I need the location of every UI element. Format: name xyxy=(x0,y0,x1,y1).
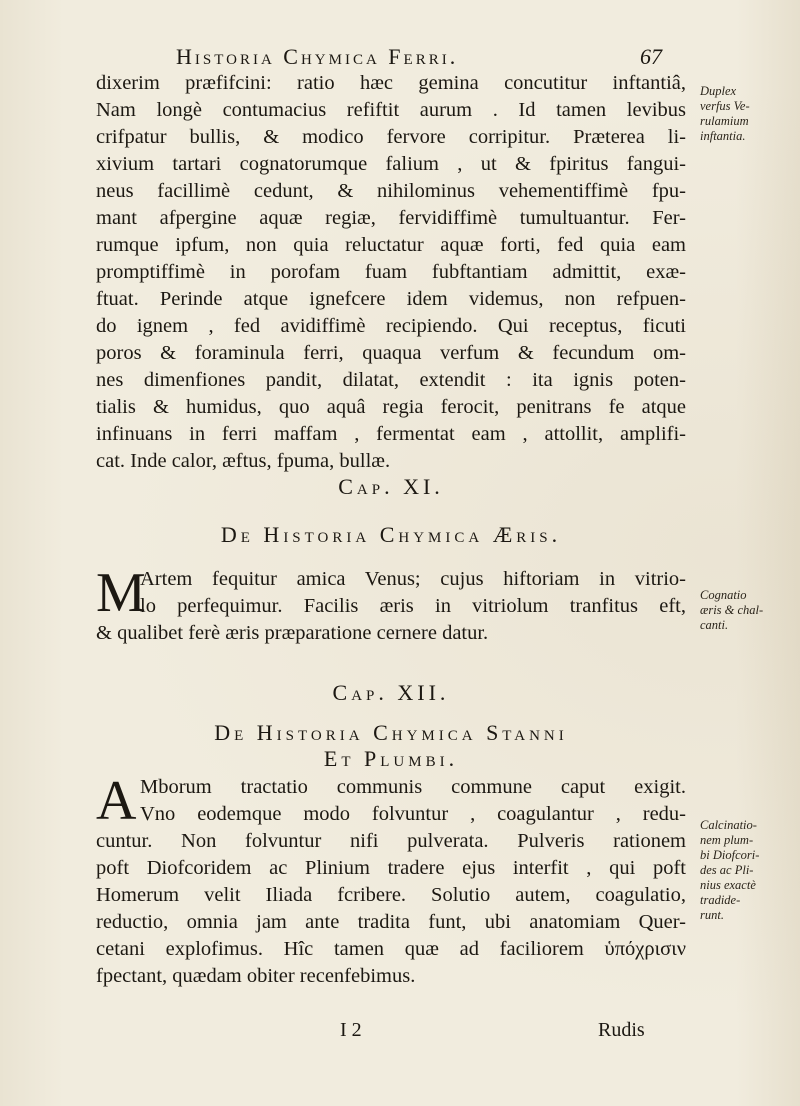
margin-note-line: tradide- xyxy=(700,893,741,907)
chapter-number-11: Cap. XI. xyxy=(338,474,444,499)
margin-note-line: nius exactè xyxy=(700,878,756,892)
text-line: neus facillimè cedunt, & nihilominus vehementiffimè fpu- xyxy=(96,180,686,202)
margin-note-line: æris & chal- xyxy=(700,603,764,617)
text-line: poft Diofcoridem ac Plinium tradere ejus interfit , qui poft xyxy=(96,857,686,879)
text-line: do ignem , fed avidiffimè recipiendo. Qui receptus, ficuti xyxy=(96,315,686,337)
text-line: rumque ipfum, non quia reluctatur aquæ forti, fed quia eam xyxy=(96,234,686,256)
text-line: cetani explofimus. Hîc tamen quæ ad faciliorem ὑπόχρισιν xyxy=(96,938,686,960)
text-line: xivium tartari cognatorumque falium , ut & fpiritus fangui- xyxy=(96,153,686,175)
text-line: Vno eodemque modo folvuntur , coagulantur , redu- xyxy=(140,803,686,825)
signature-mark: I 2 xyxy=(340,1019,362,1041)
margin-note-cognatio xyxy=(700,588,790,633)
margin-note-calcinatio xyxy=(700,818,790,923)
text-line: poros & foraminula ferri, quaqua verfum & fecundum om- xyxy=(96,342,686,364)
margin-note-line: Calcinatio- xyxy=(700,818,757,832)
margin-note-line: verfus Ve- xyxy=(700,99,750,113)
text-line: reductio, omnia jam ante tradita funt, ubi anatomiam Quer- xyxy=(96,911,686,933)
text-line: Nam longè contumacius refiftit aurum . Id tamen levibus xyxy=(96,99,686,121)
drop-initial: A xyxy=(96,770,137,832)
text-line: fpectant, quædam obiter recenfebimus. xyxy=(96,965,416,987)
paragraph-iron xyxy=(96,70,686,475)
text-line: lo perfequimur. Facilis æris in vitriolum tranfitus eft, xyxy=(140,595,686,617)
catchword: Rudis xyxy=(598,1019,645,1041)
chapter-title-11: De Historia Chymica Æris. xyxy=(220,522,562,547)
text-line: ftuat. Perinde atque ignefcere idem videmus, non refpuen- xyxy=(96,288,686,310)
margin-note-line: nem plum- xyxy=(700,833,754,847)
margin-note-line: canti. xyxy=(700,618,729,632)
text-line: Mborum tractatio communis commune caput exigit. xyxy=(140,776,686,798)
text-line: tialis & humidus, quo aquâ regia ferocit, penitrans fe atque xyxy=(96,396,686,418)
text-line: dixerim præfifcini: ratio hæc gemina concutitur inftantiâ, xyxy=(96,72,686,94)
text-line: infinuans in ferri maffam , fermentat eam , attollit, amplifi- xyxy=(96,423,686,445)
text-line: cuntur. Non folvuntur nifi pulverata. Pulveris rationem xyxy=(96,830,686,852)
text-line: promptiffimè in porofam fuam fubftantiam admittit, exæ- xyxy=(96,261,686,283)
running-head-title: Historia Chymica Ferri. xyxy=(176,44,459,69)
margin-note-line: rulamium xyxy=(700,114,749,128)
margin-note-line: Cognatio xyxy=(700,588,747,602)
margin-note-line: bi Diofcori- xyxy=(700,848,760,862)
text-line: Artem fequitur amica Venus; cujus hiftoriam in vitrio- xyxy=(140,568,686,590)
margin-note-line: inftantia. xyxy=(700,129,746,143)
margin-note-line: Duplex xyxy=(700,84,737,98)
text-line: cat. Inde calor, æftus, fpuma, bullæ. xyxy=(96,450,391,472)
paragraph-tin-lead xyxy=(96,770,686,990)
text-line: mant afpergine aquæ regiæ, fervidiffimè tumultuantur. Fer- xyxy=(96,207,686,229)
margin-note-duplex xyxy=(700,84,790,144)
margin-note-line: des ac Pli- xyxy=(700,863,754,877)
text-line: & qualibet ferè æris præparatione cernere datur. xyxy=(96,622,489,644)
chapter-title-12-line-2: Et Plumbi. xyxy=(323,746,459,771)
margin-note-line: runt. xyxy=(700,908,724,922)
paragraph-copper xyxy=(96,562,686,647)
chapter-number-12: Cap. XII. xyxy=(332,680,450,705)
chapter-title-12-line-1: De Historia Chymica Stanni xyxy=(214,720,568,745)
page-number: 67 xyxy=(640,44,662,69)
text-line: nes dimenfiones pandit, dilatat, extendit : ita ignis poten- xyxy=(96,369,686,391)
text-line: Homerum velit Iliada fcribere. Solutio autem, coagulatio, xyxy=(96,884,686,906)
drop-initial: M xyxy=(96,562,146,624)
text-line: crifpatur bullis, & modico fervore corripitur. Præterea li- xyxy=(96,126,686,148)
